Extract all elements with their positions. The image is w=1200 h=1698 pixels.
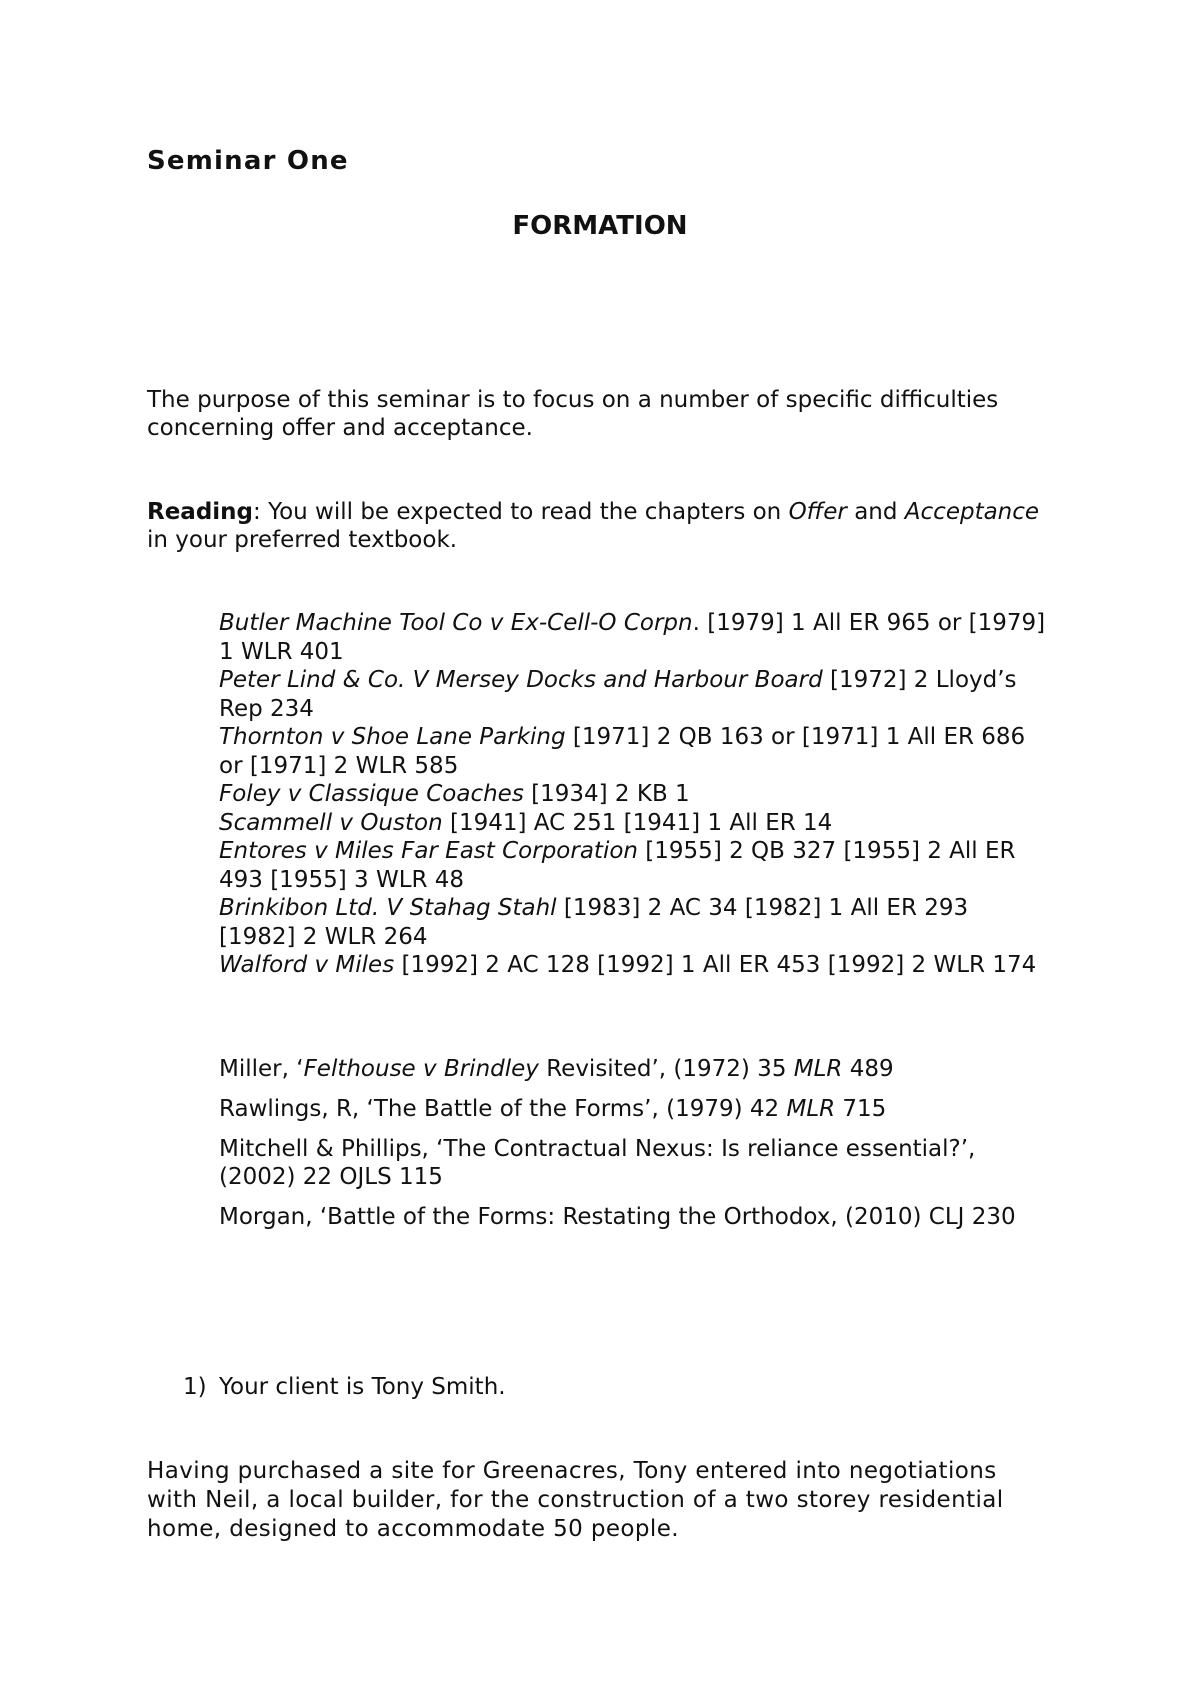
case-citation: [1941] AC 251 [1941] 1 All ER 14 [442, 809, 833, 836]
case-item [147, 666, 1047, 723]
case-item [147, 809, 1047, 838]
article-text: 715 [835, 1096, 887, 1122]
scenario-paragraph: Having purchased a site for Greenacres, Tony entered into negotiations with Neil, a local builder, for the construction of a two storey residential home, designed to accommodate 50 people. [147, 1458, 1004, 1542]
case-citation: [1955] 2 QB 327 [1955] 2 All ER 493 [1955] 3 WLR 48 [219, 838, 1016, 893]
case-citation: . [1979] 1 All ER 965 or [1979] 1 WLR 401 [219, 610, 1046, 665]
case-citation: [1992] 2 AC 128 [1992] 1 All ER 453 [1992] 2 WLR 174 [394, 952, 1037, 978]
case-item [147, 837, 1047, 894]
case-citation: [1971] 2 QB 163 or [1971] 1 All ER 686 or [1971] 2 WLR 585 [219, 724, 1026, 779]
case-name: Scammell v Ouston [219, 809, 443, 836]
reading-and: and [846, 499, 905, 525]
question-item [183, 1373, 506, 1401]
case-citation: [1934] 2 KB 1 [523, 781, 690, 807]
reading-text-before: : You will be expected to read the chapters on [253, 499, 789, 525]
article-item [219, 1055, 1059, 1083]
reading-label: Reading [147, 499, 254, 525]
article-item [219, 1095, 1059, 1123]
case-item [147, 894, 1047, 951]
case-item [147, 609, 1047, 666]
case-name: Walford v Miles [219, 952, 395, 978]
article-item [219, 1135, 1059, 1191]
case-citation: [1983] 2 AC 34 [1982] 1 All ER 293 [1982] 2 WLR 264 [219, 895, 969, 950]
article-text: 489 [842, 1056, 894, 1082]
article-journal: MLR [786, 1096, 836, 1122]
article-list [219, 1055, 1059, 1243]
case-item [147, 951, 1047, 980]
case-item [147, 780, 1047, 809]
reading-offer: Offer [788, 499, 847, 525]
case-list [147, 609, 1047, 980]
purpose-paragraph: The purpose of this seminar is to focus on a number of specific difficulties concerning offer and acceptance. [147, 387, 999, 441]
article-text: Revisited’, (1972) 35 [538, 1056, 794, 1082]
case-name: Peter Lind & Co. V Mersey Docks and Harbour Board [219, 667, 823, 693]
case-name: Entores v Miles Far East Corporation [219, 838, 638, 864]
case-name: Thornton v Shoe Lane Parking [219, 724, 566, 750]
article-text: Miller, ‘ [219, 1056, 304, 1082]
article-journal: MLR [793, 1056, 843, 1082]
seminar-heading: Seminar One [147, 146, 349, 176]
case-name: Foley v Classique Coaches [219, 781, 524, 807]
article-item [219, 1203, 1059, 1231]
case-name: Butler Machine Tool Co v Ex-Cell-O Corpn [219, 610, 693, 636]
article-text: Mitchell & Phillips, ‘The Contractual Nexus: Is reliance essential?’, (2002) 22 OJLS 115 [219, 1136, 976, 1190]
reading-paragraph [147, 498, 1067, 554]
question-text: Your client is Tony Smith. [219, 1374, 506, 1400]
question-number: 1) [183, 1374, 207, 1400]
article-italic: Felthouse v Brindley [303, 1056, 539, 1082]
case-citation: [1972] 2 Lloyd’s Rep 234 [219, 667, 1017, 722]
article-text: Morgan, ‘Battle of the Forms: Restating the Orthodox, (2010) CLJ 230 [219, 1204, 1016, 1230]
page-title: FORMATION [512, 211, 688, 241]
reading-acceptance: Acceptance [904, 499, 1040, 525]
article-text: Rawlings, R, ‘The Battle of the Forms’, (1979) 42 [219, 1096, 787, 1122]
case-name: Brinkibon Ltd. V Stahag Stahl [219, 895, 557, 921]
reading-text-after: in your preferred textbook. [147, 527, 458, 553]
case-item [147, 723, 1047, 780]
